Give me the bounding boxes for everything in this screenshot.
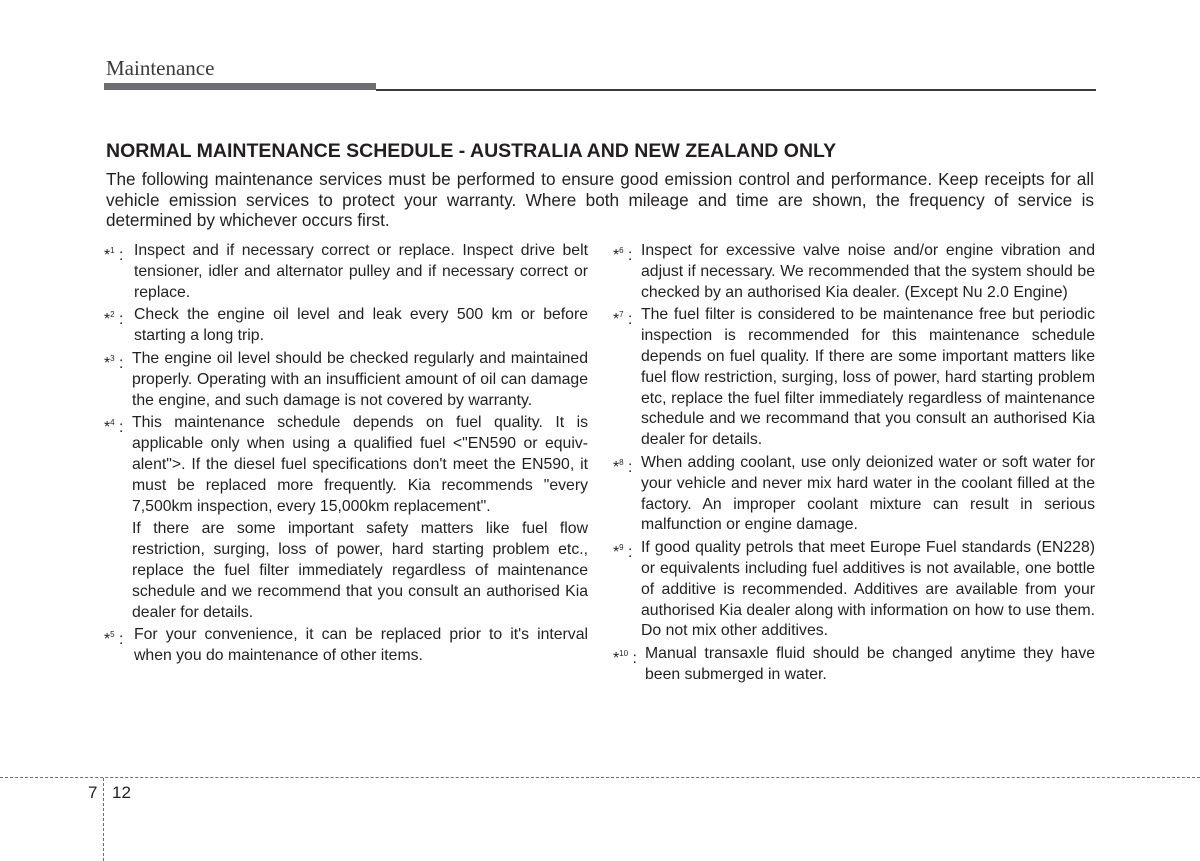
- footnote-10: [613, 644, 1095, 686]
- footnote-5: [104, 625, 588, 667]
- footnote-text: This maintenance schedule depends on fuel quality. It is applicable only when using a qualified fuel <"EN590 or equivalent">. If the diesel fuel specifications don't meet the EN590, it must be replaced more frequently. Kia recommends "every 7,500km inspection, every 15,000km replacement".: [132, 414, 588, 515]
- footnote-marker: *$^8$ :: [613, 457, 633, 476]
- footnote-text-continued: If there are some important safety matters like fuel flow restriction, surging, loss of power, hard starting problem etc., replace the fuel filter immediately regardless of maintenance schedule and we recommend that you consult an authorised Kia dealer for details.: [132, 520, 588, 621]
- footnote-marker: *$^6$ :: [613, 246, 633, 264]
- footnote-marker: *$^1$ :: [104, 246, 124, 264]
- footnote-3: [104, 349, 588, 411]
- footnote-text: If good quality petrols that meet Europe Fuel standards (EN228) or equivalents including fuel additives is not available, one bottle of additive is recommended. Additives are available from your authorised Kia dealer along with information on how to use them. Do not mix other additives.: [641, 539, 1095, 640]
- footnote-6: [613, 241, 1095, 303]
- footer-vertical-divider: [103, 778, 104, 861]
- footnote-7: [613, 305, 1095, 451]
- footer-divider: [0, 777, 1200, 778]
- footnote-marker: *$^9$ :: [613, 543, 633, 562]
- footnote-text: The fuel filter is considered to be maintenance free but periodic inspection is recommended for this maintenance schedule depends on fuel quality. If there are some important matters like fuel flow restriction, surging, loss of power, hard starting problem etc, replace the fuel filter immediately regardless of maintenance schedule and we recommand that you consult an authorised Kia dealer for details.: [641, 306, 1095, 449]
- notes-left-column: [104, 241, 588, 669]
- footnote-1: [104, 241, 588, 303]
- footnote-text: When adding coolant, use only deionized water or soft water for your vehicle and never mix hard water in the coolant filled at the factory. An improper coolant mixture can result in serious malfunction or engine damage.: [641, 453, 1095, 534]
- footnote-marker: *$^2$ :: [104, 310, 124, 329]
- footnote-text: Manual transaxle fluid should be changed anytime they have been submerged in water.: [645, 645, 1095, 683]
- footnote-text: Inspect and if necessary correct or replace. Inspect drive belt tensioner, idler and alternator pulley and if necessary correct or replace.: [134, 242, 588, 301]
- header-rule-thick: [104, 83, 376, 90]
- intro-paragraph: The following maintenance services must be performed to ensure good emission control and performance. Keep receipts for all vehicle emission services to protect your warranty. Where both mileage and time are shown, the frequency of service is determined by whichever occurs first.: [106, 169, 1094, 230]
- footnote-8: [613, 453, 1095, 536]
- footnote-4: [104, 413, 588, 623]
- footnote-9: [613, 538, 1095, 642]
- notes-right-column: [613, 241, 1095, 688]
- footnote-text: The engine oil level should be checked regularly and maintained properly. Operating with an insufficient amount of oil can damage the engine, and such damage is not covered by warranty.: [132, 349, 588, 409]
- footnote-text: Check the engine oil level and leak every 500 km or before starting a long trip.: [134, 306, 588, 345]
- footnote-marker: *$^4$ :: [104, 418, 124, 437]
- section-title: Maintenance: [106, 56, 215, 80]
- footnote-marker: *$^3$ :: [104, 353, 124, 372]
- footnote-text: Inspect for excessive valve noise and/or engine vibration and adjust if necessary. We recommended that the system should be checked by an authorised Kia dealer. (Except Nu 2.0 Engine): [641, 242, 1095, 301]
- footnote-marker: *$^{10}$ :: [613, 649, 637, 668]
- chapter-number: 7: [88, 783, 98, 802]
- page-heading: NORMAL MAINTENANCE SCHEDULE - AUSTRALIA AND NEW ZEALAND ONLY: [106, 140, 837, 162]
- footnote-text: For your convenience, it can be replaced prior to it's interval when you do maintenance of other items.: [134, 626, 588, 665]
- footnote-marker: *$^5$ :: [104, 630, 124, 649]
- header-rule-thin: [376, 89, 1096, 91]
- footnote-marker: *$^7$ :: [613, 310, 633, 329]
- page-number: 12: [112, 783, 131, 802]
- footnote-2: [104, 305, 588, 347]
